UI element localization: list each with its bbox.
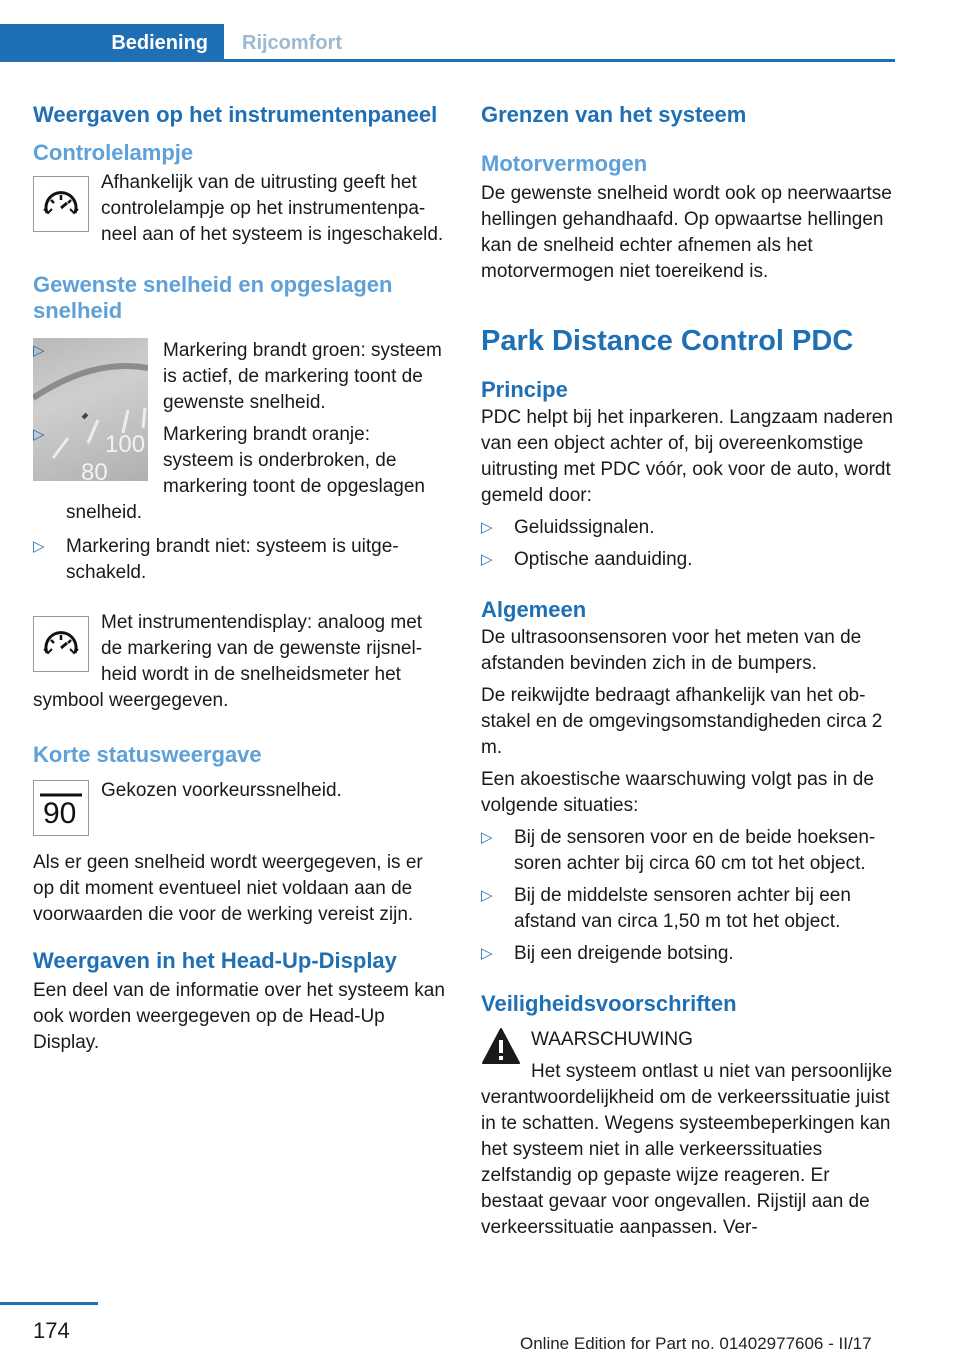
bullet-text: Markering brandt oranje: systeem is onderbroken, de markering toont de opgeslagen snelheid. xyxy=(66,424,425,523)
list-item xyxy=(481,547,896,573)
heading-engine: Motorvermogen xyxy=(481,151,648,176)
text-principle: PDC helpt bij het inparkeren. Langzaam naderen van een object achter of, bij overeenkomstige uitrusting met PDC vóór, ook voor de auto, wordt gemeld door: xyxy=(481,407,893,506)
speed-limit-status-icon xyxy=(33,780,89,836)
triangle-bullet-icon: ▷ xyxy=(481,519,493,536)
cruise-control-icon xyxy=(33,176,89,232)
text-general-3: Een akoestische waarschuwing volgt pas in de volgende situaties: xyxy=(481,769,874,816)
bullet-text: Bij de middelste sensoren achter bij een afstand van circa 1,50 m tot het object. xyxy=(514,885,851,932)
list-item xyxy=(481,515,896,541)
triangle-bullet-icon: ▷ xyxy=(481,945,493,962)
indicator-section xyxy=(33,170,445,248)
status-section xyxy=(33,778,445,838)
bullet-text: Bij een dreigende botsing. xyxy=(514,943,734,964)
gauge-label-80: 80 xyxy=(81,459,108,481)
heading-hud: Weergaven in het Head-Up-Display xyxy=(33,948,397,973)
triangle-bullet-icon: ▷ xyxy=(481,829,493,846)
list-item xyxy=(33,338,445,416)
tabbar-rule xyxy=(0,59,895,62)
list-item xyxy=(481,825,896,877)
list-item xyxy=(33,534,445,586)
list-item xyxy=(481,941,896,967)
text-engine: De gewenste snelheid wordt ook op neerwaartse hellingen gehandhaafd. Op opwaartse hellingen kan de snelheid echter afnemen als het motorvermogen niet toereikend is. xyxy=(481,183,892,282)
list-item xyxy=(481,883,896,935)
heading-indicator: Controlelampje xyxy=(33,140,194,165)
text-indicator: Afhankelijk van de uitrusting geeft het controlelampje op het instrumentenpaneel aan of het systeem is ingeschakeld. xyxy=(101,172,444,245)
heading-pdc: Park Distance Control PDC xyxy=(481,325,854,357)
speed-bullet-list xyxy=(33,338,445,526)
triangle-bullet-icon: ▷ xyxy=(33,538,45,555)
heading-general: Algemeen xyxy=(481,597,587,622)
text-no-speed: Als er geen snelheid wordt weergegeven, is er op dit moment eventueel niet voldaan aan de voorwaarden die voor de werking vereist zijn. xyxy=(33,852,423,925)
cruise-control-icon xyxy=(33,616,89,672)
bullet-text: Markering brandt niet: systeem is uitgeschakeld. xyxy=(66,536,399,583)
text-hud: Een deel van de informatie over het systeem kan ook worden weergegeven op de Head-Up Display. xyxy=(33,980,445,1053)
right-column xyxy=(481,102,896,1241)
triangle-bullet-icon: ▷ xyxy=(33,426,45,443)
list-item xyxy=(33,422,445,526)
heading-status: Korte statusweergave xyxy=(33,742,262,767)
text-status: Gekozen voorkeurssnelheid. xyxy=(101,780,342,801)
status-icon-value: 90 xyxy=(43,797,77,830)
page-number: 174 xyxy=(33,1318,70,1343)
text-display: Met instrumentendisplay: analoog met de markering van de gewenste rijsnelheid wordt in de snelheidsmeter het symbool weergegeven. xyxy=(33,612,423,711)
bullet-text: Geluidssignalen. xyxy=(514,517,655,538)
left-column xyxy=(33,102,445,1056)
heading-safety: Veiligheidsvoorschriften xyxy=(481,991,737,1016)
warning-block xyxy=(481,1027,896,1241)
footer-rule xyxy=(0,1302,98,1305)
speed-bullet-list-2 xyxy=(33,534,445,586)
bullet-text: Markering brandt groen: systeem is actief, de markering toont de gewenste snelheid. xyxy=(163,340,442,413)
tab-bediening[interactable]: Bediening xyxy=(0,24,224,62)
bullet-text: Optische aanduiding. xyxy=(514,549,693,570)
principle-bullet-list xyxy=(481,515,896,573)
display-section xyxy=(33,610,445,714)
speed-section xyxy=(33,338,445,586)
text-general-2: De reikwijdte bedraagt afhankelijk van het obstakel en de omgevingsomstandigheden circa 2 m. xyxy=(481,685,883,758)
warning-title: WAARSCHUWING xyxy=(531,1029,693,1050)
triangle-bullet-icon: ▷ xyxy=(481,887,493,904)
heading-displays: Weergaven op het instrumentenpaneel xyxy=(33,102,438,127)
warning-triangle-icon xyxy=(481,1027,521,1067)
chapter-tabbar xyxy=(0,24,895,62)
heading-desired-speed: Gewenste snelheid en opgeslagen snelheid xyxy=(33,272,393,323)
edition-note: Online Edition for Part no. 01402977606 - II/17 xyxy=(520,1334,872,1353)
heading-limits: Grenzen van het systeem xyxy=(481,102,747,127)
general-bullet-list xyxy=(481,825,896,967)
heading-principle: Principe xyxy=(481,377,568,402)
tab-rijcomfort[interactable]: Rijcomfort xyxy=(242,31,342,54)
bullet-text: Bij de sensoren voor en de beide hoeksensoren achter bij circa 60 cm tot het object. xyxy=(514,827,876,874)
triangle-bullet-icon: ▷ xyxy=(481,551,493,568)
triangle-bullet-icon: ▷ xyxy=(33,342,45,359)
warning-text: Het systeem ontlast u niet van persoonlijke verantwoordelijkheid om de verkeerssituatie juist in te schatten. Wegens systeembeperkingen kan het systeem niet in alle verkeerssituaties zelfstandig op gepaste wijze reageren. Er bestaat gevaar voor ongevallen. Rijstijl aan de verkeerssituatie aanpassen. Ver- xyxy=(481,1061,893,1238)
gauge-label-100: 100 xyxy=(105,431,146,458)
text-general-1: De ultrasoonsensoren voor het meten van de afstanden bevinden zich in de bumpers. xyxy=(481,627,862,674)
